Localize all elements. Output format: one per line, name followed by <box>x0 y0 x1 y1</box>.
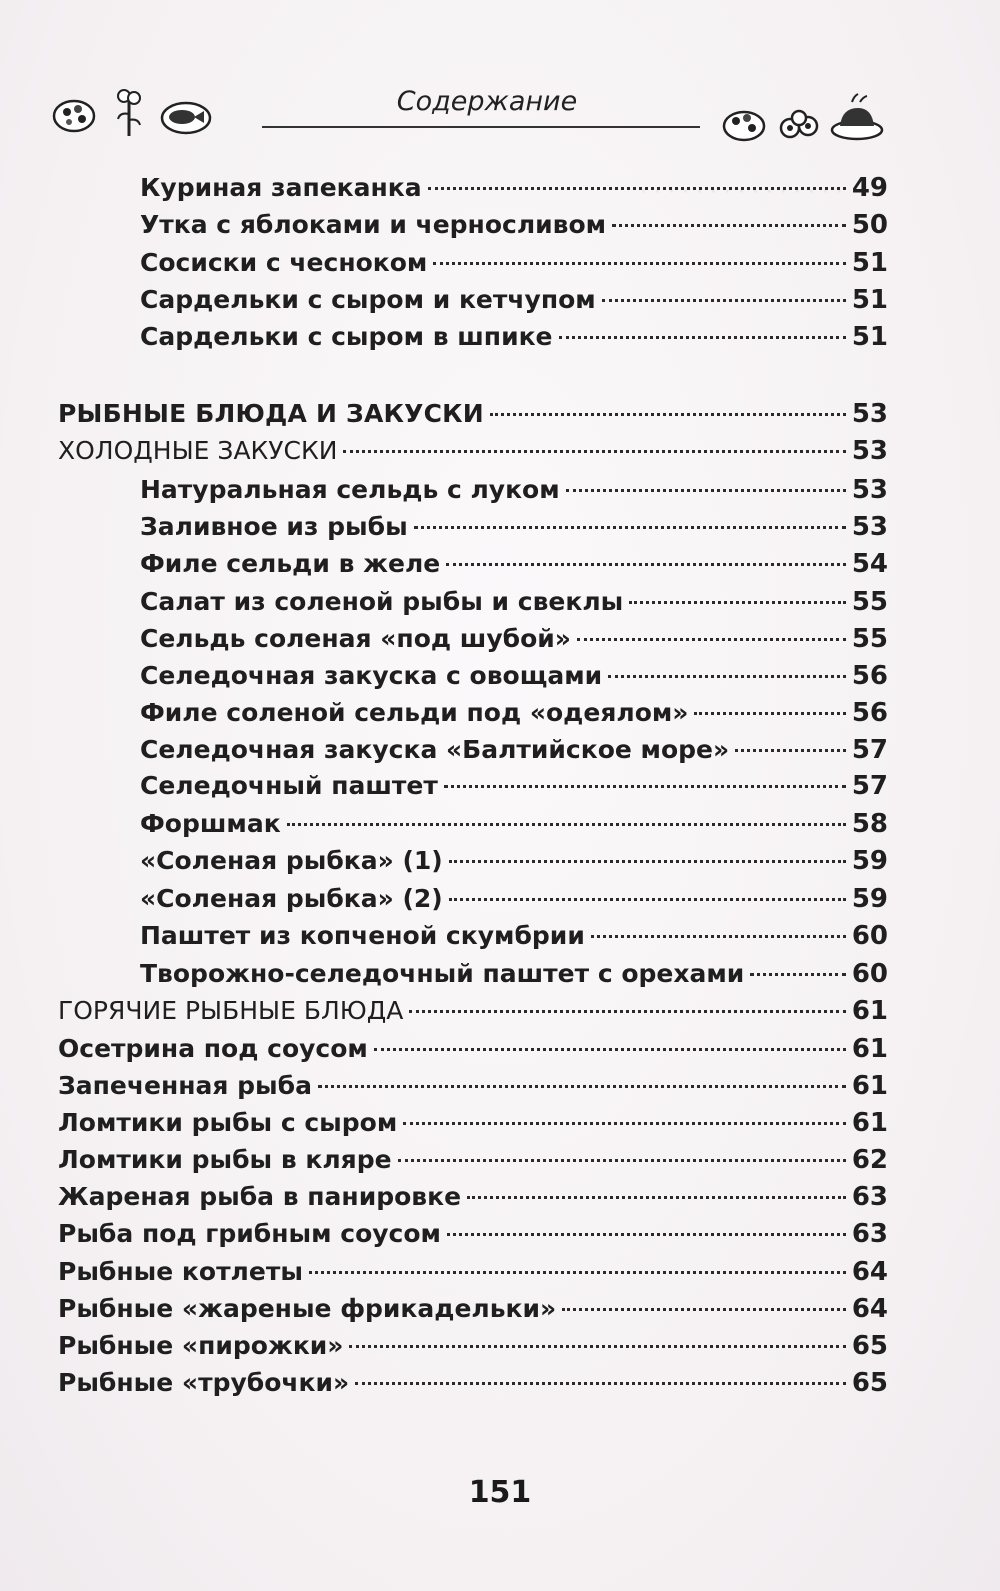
page-header <box>0 0 1000 160</box>
page-number: 151 <box>468 1475 532 1510</box>
toc-entry-page: 59 <box>851 884 888 914</box>
dumplings-icon <box>778 108 822 142</box>
toc-entry <box>58 1179 888 1215</box>
toc-entry-title: Сардельки с сыром и кетчупом <box>140 285 596 314</box>
toc-entry-title: Творожно-селедочный паштет с орехами <box>140 959 745 988</box>
herb-sprig-icon <box>114 88 144 138</box>
dot-leader <box>449 860 846 863</box>
toc-entry-page: 58 <box>851 809 888 839</box>
toc-entry-title: Салат из соленой рыбы и свеклы <box>140 587 624 616</box>
toc-entry <box>58 1365 888 1401</box>
toc-entry <box>58 1291 888 1327</box>
toc-entry-page: 53 <box>851 475 888 505</box>
toc-entry <box>58 1142 888 1178</box>
dot-leader <box>318 1085 846 1088</box>
toc-entry-title: Сельдь соленая «под шубой» <box>140 624 571 653</box>
toc-entry <box>58 1031 888 1067</box>
toc-entry-page: 61 <box>851 1071 888 1101</box>
toc-entry <box>140 806 888 842</box>
toc-entry-title: Осетрина под соусом <box>58 1034 368 1063</box>
toc-entry-page: 49 <box>851 173 888 203</box>
toc-entry-page: 65 <box>851 1368 888 1398</box>
toc-entry-title: Селедочная закуска «Балтийское море» <box>140 735 730 764</box>
toc-entry <box>140 245 888 281</box>
toc-entry-page: 56 <box>851 698 888 728</box>
dot-leader <box>287 823 846 826</box>
bleed-through: · · · · · · · · · · · · · · · <box>640 180 843 205</box>
toc-entry-page: 63 <box>851 1182 888 1212</box>
toc-entry-title: «Соленая рыбка» (1) <box>140 846 443 875</box>
toc-entry-page: 60 <box>851 921 888 951</box>
dot-leader <box>343 450 845 453</box>
toc-entry-title: Ломтики рыбы в кляре <box>58 1145 392 1174</box>
toc-entry-title: ХОЛОДНЫЕ ЗАКУСКИ <box>58 436 338 465</box>
toc-entry-title: Сосиски с чесноком <box>140 248 428 277</box>
toc-entry-page: 64 <box>851 1294 888 1324</box>
dot-leader <box>591 935 846 938</box>
dot-leader <box>467 1196 846 1199</box>
toc-entry <box>140 319 888 355</box>
toc-entry-title: Жареная рыба в панировке <box>58 1182 462 1211</box>
dot-leader <box>559 336 846 339</box>
toc-entry-page: 57 <box>851 771 888 801</box>
toc-entry-page: 55 <box>851 587 888 617</box>
toc-entry <box>58 1216 888 1252</box>
dot-leader <box>433 262 845 265</box>
toc-entry <box>58 993 888 1029</box>
toc-entry <box>140 843 888 879</box>
toc-entry-page: 53 <box>851 436 888 466</box>
toc-entry-page: 62 <box>851 1145 888 1175</box>
toc-entry-title: Ломтики рыбы с сыром <box>58 1108 398 1137</box>
toc-entry-title: Рыбные «пирожки» <box>58 1331 344 1360</box>
toc-entry <box>58 396 888 432</box>
toc-entry-title: Запеченная рыба <box>58 1071 312 1100</box>
toc-entry <box>58 433 888 469</box>
dot-leader <box>355 1382 846 1385</box>
roast-chicken-icon <box>830 92 884 142</box>
toc-entry-page: 50 <box>851 210 888 240</box>
dot-leader <box>735 749 846 752</box>
toc-entry <box>140 207 888 243</box>
salad-bowl-icon <box>722 104 766 142</box>
dot-leader <box>629 601 846 604</box>
toc-entry-page: 53 <box>851 399 888 429</box>
dot-leader <box>398 1159 846 1162</box>
toc-entry <box>140 509 888 545</box>
dot-leader <box>608 675 846 678</box>
toc-entry-title: Филе сельди в желе <box>140 549 441 578</box>
dot-leader <box>490 413 846 416</box>
dot-leader <box>449 898 846 901</box>
toc-entry-page: 51 <box>851 322 888 352</box>
toc-entry-title: Селедочная закуска с овощами <box>140 661 603 690</box>
toc-entry-page: 60 <box>851 959 888 989</box>
dot-leader <box>694 712 845 715</box>
toc-entry <box>140 170 888 206</box>
dot-leader <box>447 1233 846 1236</box>
toc-entry-title: Рыбные котлеты <box>58 1257 303 1286</box>
toc-entry <box>140 546 888 582</box>
toc-entry <box>140 918 888 954</box>
running-header-title: Содержание <box>396 86 578 117</box>
toc-entry <box>58 1105 888 1141</box>
toc-entry <box>140 584 888 620</box>
dot-leader <box>566 489 846 492</box>
dot-leader <box>446 563 846 566</box>
toc-entry-title: РЫБНЫЕ БЛЮДА И ЗАКУСКИ <box>58 399 484 428</box>
toc-entry <box>140 621 888 657</box>
toc-entry-page: 61 <box>851 996 888 1026</box>
toc-entry <box>140 282 888 318</box>
toc-entry <box>140 732 888 768</box>
toc-entry-page: 55 <box>851 624 888 654</box>
toc-entry-page: 53 <box>851 512 888 542</box>
dot-leader <box>444 785 846 788</box>
toc-entry-title: Натуральная сельдь с луком <box>140 475 560 504</box>
toc-entry-title: Филе соленой сельди под «одеялом» <box>140 698 689 727</box>
dot-leader <box>577 638 846 641</box>
dot-leader <box>309 1271 846 1274</box>
toc-entry-page: 59 <box>851 846 888 876</box>
toc-entry <box>58 1068 888 1104</box>
fish-plate-icon <box>160 98 212 136</box>
toc-entry-title: «Соленая рыбка» (2) <box>140 884 443 913</box>
toc-entry <box>140 956 888 992</box>
dot-leader <box>428 187 846 190</box>
toc-entry-page: 54 <box>851 549 888 579</box>
toc-entry-title: Утка с яблоками и черносливом <box>140 210 607 239</box>
toc-entry-page: 61 <box>851 1034 888 1064</box>
dot-leader <box>562 1308 846 1311</box>
toc-entry-page: 64 <box>851 1257 888 1287</box>
toc-entry-title: Паштет из копченой скумбрии <box>140 921 585 950</box>
toc-entry-title: Селедочный паштет <box>140 771 438 800</box>
toc-entry <box>140 768 888 804</box>
toc-entry-page: 57 <box>851 735 888 765</box>
toc-entry <box>58 1254 888 1290</box>
toc-entry-title: Форшмак <box>140 809 281 838</box>
toc-entry-title: Куриная запеканка <box>140 173 422 202</box>
toc-entry-page: 56 <box>851 661 888 691</box>
dot-leader <box>602 299 846 302</box>
toc-entry <box>58 1328 888 1364</box>
toc-entry-title: Сардельки с сыром в шпике <box>140 322 553 351</box>
header-rule <box>262 126 700 128</box>
toc-entry-page: 61 <box>851 1108 888 1138</box>
toc-entry-page: 51 <box>851 248 888 278</box>
toc-entry <box>140 472 888 508</box>
dot-leader <box>403 1122 846 1125</box>
dot-leader <box>374 1048 846 1051</box>
toc-entry <box>140 695 888 731</box>
toc-entry-title: Заливное из рыбы <box>140 512 408 541</box>
dot-leader <box>409 1010 845 1013</box>
toc-entry <box>140 881 888 917</box>
dot-leader <box>414 526 846 529</box>
toc-entry-page: 63 <box>851 1219 888 1249</box>
toc-entry-title: Рыба под грибным соусом <box>58 1219 441 1248</box>
toc-entry-title: Рыбные «жареные фрикадельки» <box>58 1294 557 1323</box>
dot-leader <box>349 1345 845 1348</box>
toc-entry <box>140 658 888 694</box>
toc-entry-page: 51 <box>851 285 888 315</box>
toc-entry-title: Рыбные «трубочки» <box>58 1368 350 1397</box>
toc-entry-title: ГОРЯЧИЕ РЫБНЫЕ БЛЮДА <box>58 996 404 1025</box>
dot-leader <box>750 973 845 976</box>
toc-entry-page: 65 <box>851 1331 888 1361</box>
dot-leader <box>612 224 846 227</box>
salad-bowl-icon <box>52 92 96 134</box>
